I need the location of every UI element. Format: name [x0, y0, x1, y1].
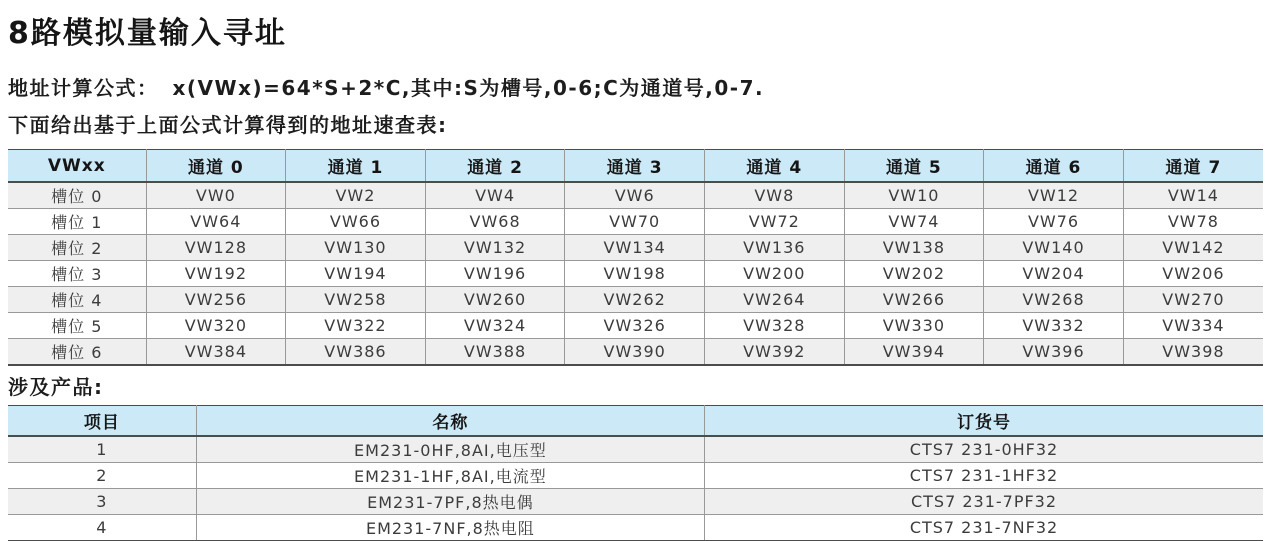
product-name-cell: EM231-1HF,8AI,电流型: [196, 463, 704, 489]
address-cell: VW78: [1123, 209, 1263, 235]
address-cell: VW76: [984, 209, 1124, 235]
address-cell: VW258: [286, 287, 426, 313]
address-cell: VW256: [146, 287, 286, 313]
address-cell: VW260: [425, 287, 565, 313]
address-cell: VW392: [704, 339, 844, 366]
table-row: [8, 235, 1263, 261]
product-name-cell: EM231-7PF,8热电偶: [196, 489, 704, 515]
address-col-header: 通道 0: [146, 150, 286, 183]
address-col-header: 通道 3: [565, 150, 705, 183]
address-cell: VW136: [704, 235, 844, 261]
slot-label-cell: 槽位 1: [8, 209, 146, 235]
address-cell: VW130: [286, 235, 426, 261]
address-cell: VW10: [844, 182, 984, 209]
product-item-cell: 1: [8, 436, 196, 463]
address-cell: VW198: [565, 261, 705, 287]
table-row: [8, 209, 1263, 235]
product-order-cell: CTS7 231-7PF32: [705, 489, 1263, 515]
address-cell: VW14: [1123, 182, 1263, 209]
table-row: [8, 261, 1263, 287]
address-cell: VW202: [844, 261, 984, 287]
slot-label-cell: 槽位 5: [8, 313, 146, 339]
address-cell: VW138: [844, 235, 984, 261]
address-cell: VW328: [704, 313, 844, 339]
table-row: [8, 436, 1263, 463]
product-name-cell: EM231-0HF,8AI,电压型: [196, 436, 704, 463]
slot-label-cell: 槽位 3: [8, 261, 146, 287]
address-cell: VW72: [704, 209, 844, 235]
table-row: [8, 287, 1263, 313]
products-col-header: 订货号: [705, 406, 1263, 437]
address-col-header: 通道 4: [704, 150, 844, 183]
slot-label-cell: 槽位 4: [8, 287, 146, 313]
address-cell: VW332: [984, 313, 1124, 339]
table-row: [8, 339, 1263, 366]
address-cell: VW194: [286, 261, 426, 287]
table-row: [8, 313, 1263, 339]
address-cell: VW66: [286, 209, 426, 235]
address-cell: VW8: [704, 182, 844, 209]
address-cell: VW270: [1123, 287, 1263, 313]
address-cell: VW262: [565, 287, 705, 313]
address-cell: VW192: [146, 261, 286, 287]
product-order-cell: CTS7 231-0HF32: [705, 436, 1263, 463]
address-cell: VW200: [704, 261, 844, 287]
address-cell: VW74: [844, 209, 984, 235]
address-cell: VW68: [425, 209, 565, 235]
address-cell: VW396: [984, 339, 1124, 366]
table-row: [8, 182, 1263, 209]
table-intro: 下面给出基于上面公式计算得到的地址速查表:: [8, 113, 448, 137]
address-table-header-row: [8, 150, 1263, 183]
address-cell: VW322: [286, 313, 426, 339]
table-row: [8, 489, 1263, 515]
address-cell: VW388: [425, 339, 565, 366]
products-label: 涉及产品:: [8, 375, 104, 399]
formula-label: 地址计算公式：: [8, 76, 159, 100]
product-order-cell: CTS7 231-1HF32: [705, 463, 1263, 489]
address-cell: VW334: [1123, 313, 1263, 339]
address-cell: VW204: [984, 261, 1124, 287]
slot-label-cell: 槽位 0: [8, 182, 146, 209]
page-title: 8路模拟量输入寻址: [8, 16, 287, 51]
product-item-cell: 2: [8, 463, 196, 489]
address-cell: VW64: [146, 209, 286, 235]
address-cell: VW134: [565, 235, 705, 261]
address-cell: VW70: [565, 209, 705, 235]
address-cell: VW196: [425, 261, 565, 287]
product-name-cell: EM231-7NF,8热电阻: [196, 515, 704, 541]
address-cell: VW142: [1123, 235, 1263, 261]
address-cell: VW6: [565, 182, 705, 209]
formula-line: [8, 76, 1263, 100]
slot-label-cell: 槽位 2: [8, 235, 146, 261]
address-cell: VW326: [565, 313, 705, 339]
products-table-header-row: [8, 406, 1263, 437]
address-cell: VW394: [844, 339, 984, 366]
address-col-header: 通道 6: [984, 150, 1124, 183]
table-row: [8, 463, 1263, 489]
address-cell: VW320: [146, 313, 286, 339]
address-col-header: 通道 5: [844, 150, 984, 183]
address-cell: VW384: [146, 339, 286, 366]
address-cell: VW12: [984, 182, 1124, 209]
address-col-header: 通道 2: [425, 150, 565, 183]
address-cell: VW264: [704, 287, 844, 313]
address-cell: VW206: [1123, 261, 1263, 287]
table-row: [8, 515, 1263, 541]
product-order-cell: CTS7 231-7NF32: [705, 515, 1263, 541]
address-col-header: 通道 1: [286, 150, 426, 183]
address-cell: VW330: [844, 313, 984, 339]
address-cell: VW266: [844, 287, 984, 313]
address-cell: VW2: [286, 182, 426, 209]
products-table: [8, 405, 1263, 541]
address-cell: VW128: [146, 235, 286, 261]
address-cell: VW4: [425, 182, 565, 209]
address-lookup-table: [8, 149, 1263, 366]
address-cell: VW324: [425, 313, 565, 339]
address-cell: VW0: [146, 182, 286, 209]
address-cell: VW386: [286, 339, 426, 366]
address-cell: VW268: [984, 287, 1124, 313]
products-col-header: 项目: [8, 406, 196, 437]
address-col-header: 通道 7: [1123, 150, 1263, 183]
address-cell: VW398: [1123, 339, 1263, 366]
address-col-header: VWxx: [8, 150, 146, 183]
slot-label-cell: 槽位 6: [8, 339, 146, 366]
product-item-cell: 4: [8, 515, 196, 541]
address-cell: VW132: [425, 235, 565, 261]
formula-expression: x(VWx)=64*S+2*C,其中:S为槽号,0-6;C为通道号,0-7.: [172, 76, 765, 100]
address-cell: VW390: [565, 339, 705, 366]
products-col-header: 名称: [196, 406, 704, 437]
product-item-cell: 3: [8, 489, 196, 515]
address-cell: VW140: [984, 235, 1124, 261]
